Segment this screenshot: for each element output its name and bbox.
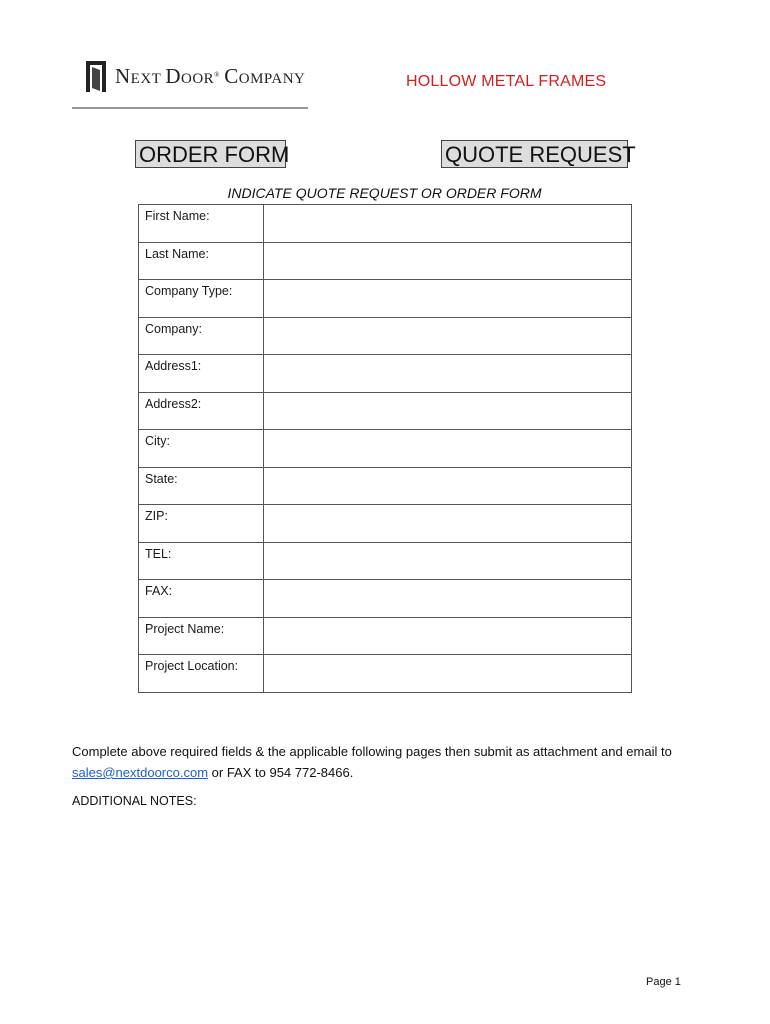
address2-field[interactable] [264, 393, 631, 429]
form-row-project-name [139, 617, 632, 655]
fax-label: FAX: [139, 580, 264, 618]
order-form-button[interactable]: ORDER FORM [135, 140, 286, 168]
form-row-city [139, 430, 632, 468]
form-row-fax [139, 580, 632, 618]
form-row-tel [139, 542, 632, 580]
address1-label: Address1: [139, 355, 264, 393]
form-row-project-location [139, 655, 632, 693]
form-row-first-name [139, 205, 632, 243]
logo-word-next: EXT [130, 70, 162, 87]
last-name-field[interactable] [264, 243, 631, 279]
first-name-field[interactable] [264, 205, 631, 241]
company-type-label: Company Type: [139, 280, 264, 318]
form-row-address2 [139, 392, 632, 430]
contact-form-table [138, 204, 632, 693]
logo-wordmark [115, 64, 305, 89]
city-field[interactable] [264, 430, 631, 466]
logo-letter-d: D [165, 63, 181, 88]
page-title: HOLLOW METAL FRAMES [406, 73, 607, 90]
project-location-label: Project Location: [139, 655, 264, 693]
form-row-company-type [139, 280, 632, 318]
door-frame-icon [83, 58, 109, 94]
zip-label: ZIP: [139, 505, 264, 543]
project-name-field[interactable] [264, 618, 631, 654]
quote-request-button[interactable]: QUOTE REQUEST [441, 140, 628, 168]
project-name-label: Project Name: [139, 617, 264, 655]
submission-instructions [72, 741, 682, 783]
form-row-state [139, 467, 632, 505]
company-type-field[interactable] [264, 280, 631, 316]
logo-letter-c: C [224, 63, 239, 88]
tel-field[interactable] [264, 543, 631, 579]
address2-label: Address2: [139, 392, 264, 430]
logo-word-door: OOR [180, 70, 215, 87]
first-name-label: First Name: [139, 205, 264, 243]
form-row-company [139, 317, 632, 355]
logo-word-company: OMPANY [238, 70, 306, 87]
logo-letter-n: N [115, 63, 131, 88]
company-label: Company: [139, 317, 264, 355]
instructions-text: Complete above required fields & the applicable following pages then submit as attachment and email to [72, 744, 672, 759]
additional-notes-label: ADDITIONAL NOTES: [72, 794, 197, 808]
page-number: Page 1 [646, 976, 681, 988]
zip-field[interactable] [264, 505, 631, 541]
form-row-last-name [139, 242, 632, 280]
registered-mark: ® [214, 70, 220, 79]
address1-field[interactable] [264, 355, 631, 391]
tel-label: TEL: [139, 542, 264, 580]
fax-field[interactable] [264, 580, 631, 616]
header-divider [72, 107, 308, 109]
state-field[interactable] [264, 468, 631, 504]
form-row-zip [139, 505, 632, 543]
project-location-field[interactable] [264, 655, 631, 691]
form-instruction: INDICATE QUOTE REQUEST OR ORDER FORM [227, 185, 542, 201]
last-name-label: Last Name: [139, 242, 264, 280]
state-label: State: [139, 467, 264, 505]
city-label: City: [139, 430, 264, 468]
company-logo [83, 58, 305, 94]
fax-instructions-text: or FAX to 954 772-8466. [208, 765, 354, 780]
form-row-address1 [139, 355, 632, 393]
sales-email-link[interactable]: sales@nextdoorco.com [72, 765, 209, 780]
company-field[interactable] [264, 318, 631, 354]
